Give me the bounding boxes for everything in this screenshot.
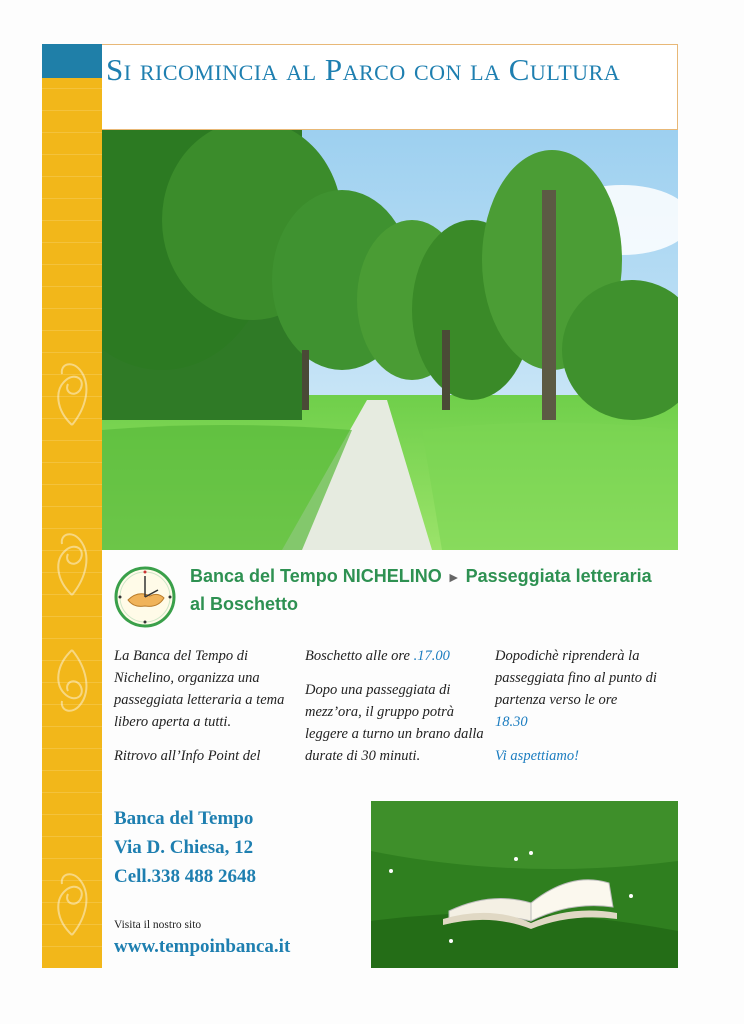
intro-paragraph: La Banca del Tempo di Nichelino, organizza una passeggiata letteraria a tema libero aperta a tutti. — [114, 648, 285, 730]
flourish-ornament-icon — [46, 510, 98, 600]
event-name: Passeggiata letteraria al Boschetto — [190, 566, 652, 614]
contact-name: Banca del Tempo — [114, 808, 254, 829]
closing-text: Vi aspettiamo! — [495, 748, 579, 764]
sidebar-accent — [42, 44, 102, 78]
start-time: .17.00 — [413, 648, 450, 664]
contact-address: Via D. Chiesa, 12 — [114, 837, 254, 858]
meeting-paragraph: Ritrovo all’Info Point del — [114, 748, 261, 764]
return-text: Dopodichè riprenderà la passeggiata fino al punto di partenza verso le ore — [495, 648, 657, 708]
flourish-ornament-icon — [46, 850, 98, 940]
park-photo — [102, 130, 678, 550]
org-name: Banca del Tempo NICHELINO — [190, 566, 442, 586]
clock-hands-icon — [114, 566, 176, 628]
text-column-2 — [305, 645, 491, 779]
contact-phone[interactable]: Cell.338 488 2648 — [114, 866, 256, 887]
return-paragraph — [495, 645, 680, 733]
website-link[interactable]: www.tempoinbanca.it — [114, 936, 291, 957]
meeting-time-paragraph — [305, 645, 491, 667]
end-time: 18.30 — [495, 714, 528, 730]
sidebar-stripe — [42, 44, 102, 968]
visit-label: Visita il nostro sito — [114, 919, 202, 931]
flourish-ornament-icon — [46, 640, 98, 730]
flyer-title: Si ricomincia al Parco con la Cultura — [106, 52, 621, 87]
text-column-3 — [495, 645, 680, 779]
flourish-ornament-icon — [46, 340, 98, 430]
contact-block — [114, 804, 256, 891]
book-on-grass-photo — [371, 801, 678, 968]
program-paragraph: Dopo una passeggiata di mezz’ora, il gruppo potrà leggere a turno un brano dalla durate di 30 minuti. — [305, 682, 484, 764]
arrow-right-icon: ► — [446, 569, 461, 585]
meeting-text: Boschetto alle ore — [305, 648, 414, 664]
event-header — [190, 563, 660, 618]
text-column-1 — [114, 645, 302, 779]
title-box — [102, 44, 678, 130]
